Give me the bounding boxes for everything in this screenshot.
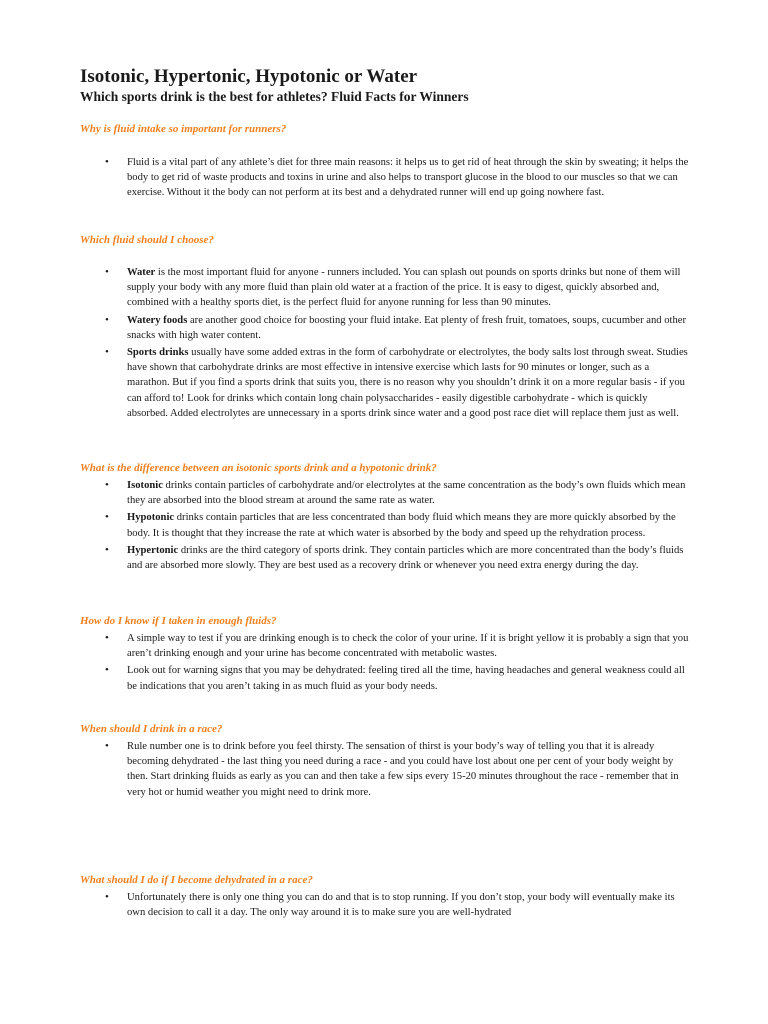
bullet-list — [80, 265, 690, 421]
list-item-text: Unfortunately there is only one thing you can do and that is to stop running. If you don’t stop, your body will eventually make its own decision to call it a day. The only way around it is to make sure you are well-hydrated — [127, 892, 675, 919]
section-which-fluid — [80, 233, 690, 423]
section-heading: What is the difference between an isotonic sports drink and a hypotonic drink? — [80, 462, 437, 474]
list-item — [80, 543, 690, 573]
list-item-text: are another good choice for boosting your fluid intake. Eat plenty of fresh fruit, tomatoes, soups, cucumber and other snacks with high water content. — [127, 314, 686, 341]
list-item — [80, 265, 690, 311]
list-item — [80, 663, 690, 693]
bullet-list — [80, 478, 690, 573]
list-item-text: Rule number one is to drink before you feel thirsty. The sensation of thirst is your body’s way of telling you that it is already becoming dehydrated - the last thing you need during a race - and you could have lost about one per cent of your body weight by then. Start drinking fluids as early as you can and then take a few sips every 15-20 minutes throughout the race - remember that in very hot or humid weather you might need to drink more. — [127, 741, 679, 798]
list-item-text: is the most important fluid for anyone - runners included. You can splash out pounds on sports drinks but none of them will supply your body with any more fluid than plain old water at a fraction of the price. It is easy to digest, quickly absorbed and, combined with a healthy sports diet, is the perfect fluid for anyone running for less than 90 minutes. — [127, 267, 681, 309]
section-heading: How do I know if I taken in enough fluids? — [80, 615, 277, 627]
list-item-term: Sports drinks — [127, 347, 189, 359]
list-item-term: Water — [127, 267, 156, 278]
section-heading: What should I do if I become dehydrated in a race? — [80, 874, 313, 886]
section-heading: Which fluid should I choose? — [80, 234, 214, 246]
list-item — [80, 345, 690, 421]
list-item — [80, 510, 690, 540]
list-item-term: Isotonic — [127, 480, 163, 491]
list-item-text: Fluid is a vital part of any athlete’s diet for three main reasons: it helps us to get rid of heat through the skin by sweating; it helps the body to get rid of waste products and toxins in urine and also helps to transport glucose in the blood to our muscles so that we can exercise. Without it the body can not perform at its best and a dehydrated runner will end up going nowhere fast. — [127, 157, 689, 199]
section-heading: Why is fluid intake so important for runners? — [80, 123, 287, 135]
section-heading: When should I drink in a race? — [80, 723, 223, 735]
list-item-text: Look out for warning signs that you may be dehydrated: feeling tired all the time, having headaches and general weakness could all be indications that you aren’t taking in as much fluid as your body needs. — [127, 665, 685, 692]
list-item-term: Hypertonic — [127, 544, 179, 556]
section-isotonic-vs-hypotonic — [80, 461, 690, 575]
bullet-list — [80, 155, 690, 201]
section-drink-in-race — [80, 722, 690, 802]
list-item — [80, 478, 690, 508]
page-subtitle: Which sports drink is the best for athletes? Fluid Facts for Winners — [80, 89, 469, 104]
list-item — [80, 313, 690, 343]
bullet-list — [80, 739, 690, 800]
list-item-text: usually have some added extras in the form of carbohydrate or electrolytes, the body salts lost through sweat. Studies have shown that carbohydrate drinks are most effective in intensive exercise which lasts for 90 minutes or longer, such as a marathon. But if you find a sports drink that suits you, there is no reason why you shouldn’t drink it on a more regular basis - if you can afford to! Look for drinks which contain long chain polysaccharides - easily digestible carbohydrate - which is quickly absorbed. Added electrolytes are unnecessary in a sports drink since water and a good post race diet will replace them just as well. — [127, 347, 688, 419]
list-item-term: Watery foods — [127, 314, 188, 326]
page-title: Isotonic, Hypertonic, Hypotonic or Water — [80, 66, 418, 87]
list-item-term: Hypotonic — [127, 512, 175, 524]
list-item — [80, 631, 690, 661]
list-item-text: drinks are the third category of sports drink. They contain particles which are more concentrated than the body’s fluids and are absorbed more slowly. They are best used as a recovery drink or whenever you need extra energy during the day. — [127, 544, 684, 572]
list-item-text: drinks contain particles that are less concentrated than body fluid which means they are more quickly absorbed by the body. It is thought that they increase the rate at which water is absorbed by the body and speed up the rehydration process. — [127, 512, 676, 539]
bullet-list — [80, 890, 690, 920]
list-item — [80, 739, 690, 800]
list-item-text: A simple way to test if you are drinking enough is to check the color of your urine. If it is bright yellow it is probably a sign that you aren’t drinking enough and your urine has become concentrated with metabolic wastes. — [127, 633, 689, 660]
list-item — [80, 155, 690, 201]
bullet-list — [80, 631, 690, 694]
list-item-text: drinks contain particles of carbohydrate and/or electrolytes at the same concentration as the body’s own fluids which mean they are absorbed into the blood stream at around the same rate as water. — [127, 480, 686, 507]
section-fluid-importance — [80, 122, 690, 203]
section-enough-fluids — [80, 614, 690, 696]
section-dehydrated-in-race — [80, 873, 690, 922]
list-item — [80, 890, 690, 920]
